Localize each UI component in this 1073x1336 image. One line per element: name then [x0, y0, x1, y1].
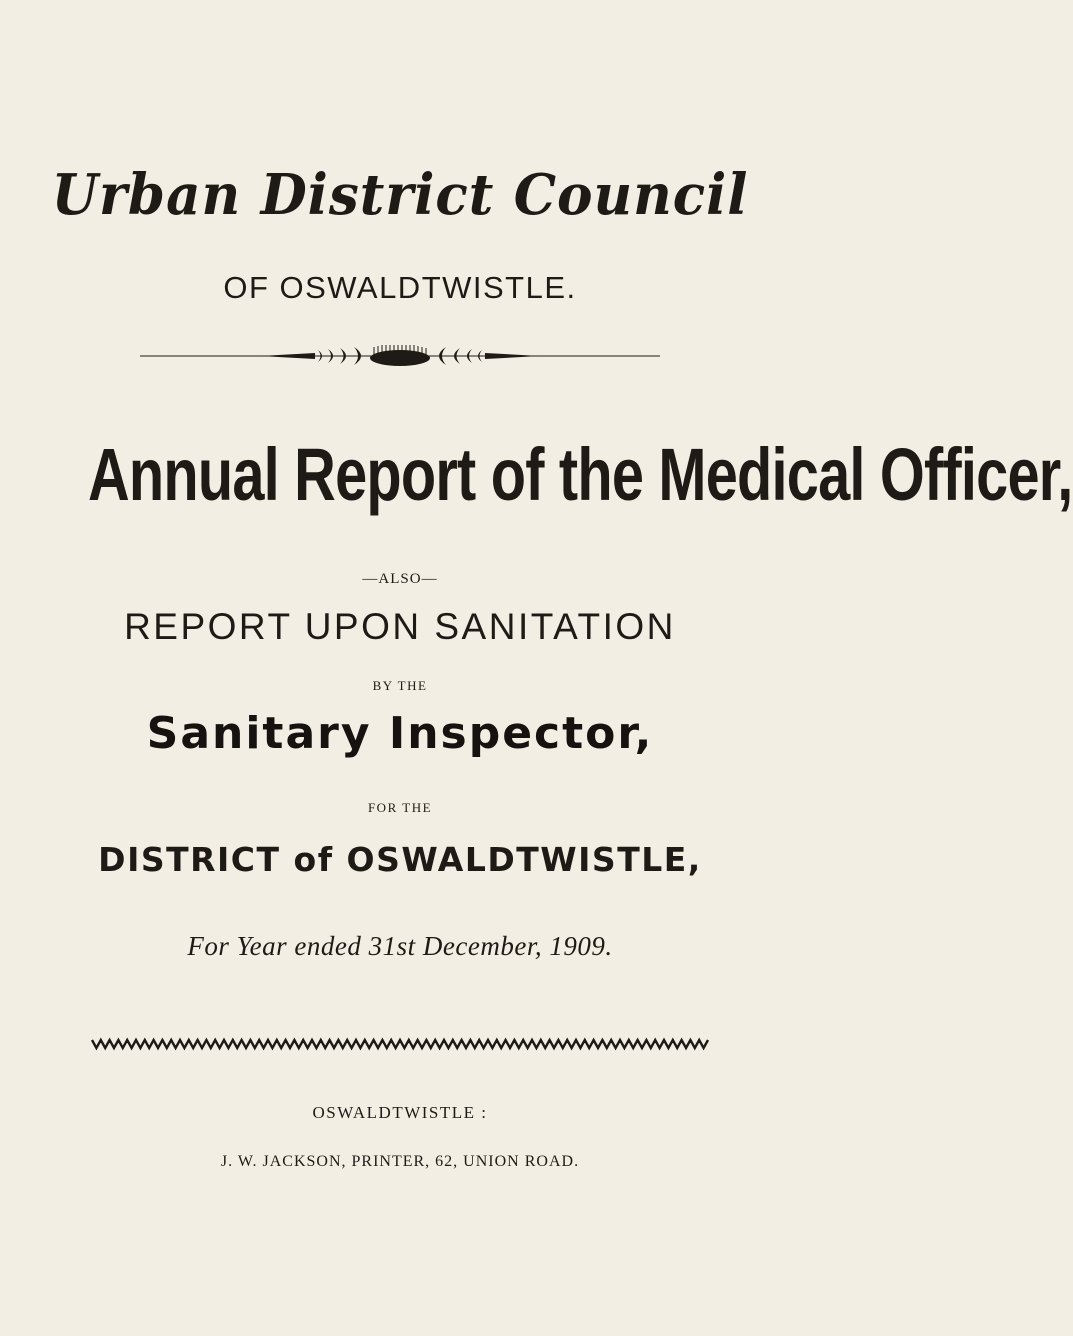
zigzag-border-icon [92, 1038, 708, 1050]
district-heading: DISTRICT of OSWALDTWISTLE, [98, 840, 702, 879]
also-separator: —ALSO— [362, 571, 438, 587]
annual-report-heading: Annual Report of the Medical Officer, [88, 433, 1073, 516]
sanitation-report-heading: REPORT UPON SANITATION [124, 606, 676, 647]
inspector-heading: Sanitary Inspector, [146, 708, 654, 759]
imprint-printer: J. W. JACKSON, PRINTER, 62, UNION ROAD. [220, 1153, 580, 1170]
council-heading: Urban District Council [51, 162, 749, 228]
for-the-label: FOR THE [367, 800, 433, 815]
by-the-label: BY THE [372, 678, 428, 693]
year-line: For Year ended 31st December, 1909. [187, 931, 613, 961]
place-subheading: OF OSWALDTWISTLE. [223, 270, 577, 305]
decorative-rule-icon [140, 343, 660, 369]
imprint-town: OSWALDTWISTLE : [312, 1103, 488, 1122]
